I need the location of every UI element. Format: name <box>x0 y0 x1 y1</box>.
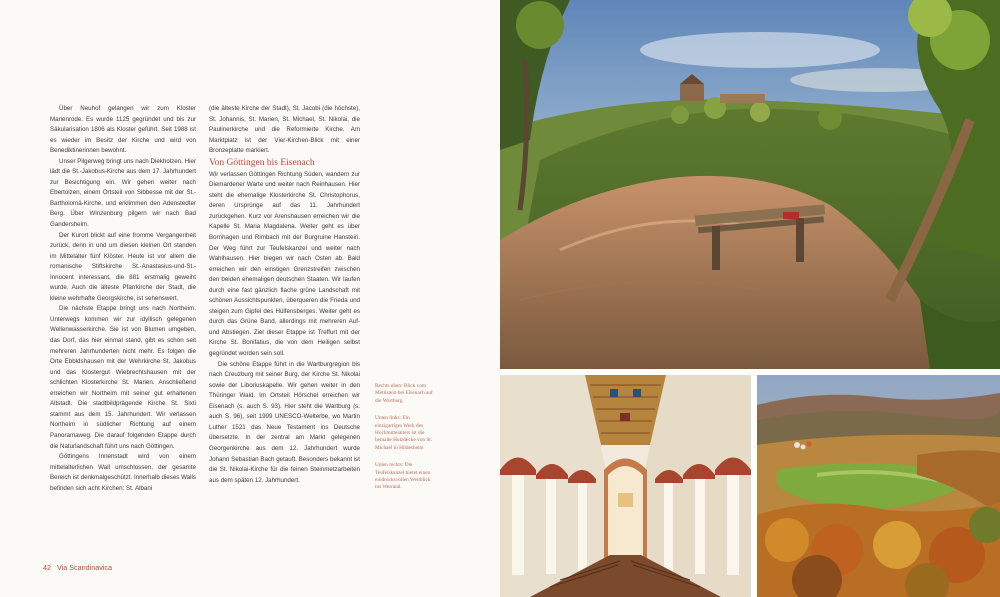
text-column-1 <box>50 104 196 494</box>
book-title: Via Scandinavica <box>57 563 113 572</box>
photo-captions <box>375 383 435 502</box>
paragraph: Über Neuhof gelangen wir zum Kloster Marienrode. Es wurde 1125 gegründet und bis zur Säkularisation 1806 als Kloster geführt. Seit 1988 ist es wieder im Besitz der Kirche und wird von Benediktinerinnen bewohnt. <box>50 105 196 155</box>
page-number: 42 <box>43 563 51 572</box>
paragraph: Die schöne Etappe führt in die Wartburgregion bis nach Creuzburg mit seiner Burg, der Kirche St. Nikolai sowie der Liboriuskapelle. Wir gehen weiter in den Thüringer Wald. Im Ortsteil Hörschel erreichen wir Eisenach (s. auch S. 93). Hier steht die Wartburg (s. auch S. 96), seit 1999 UNESCO-Welterbe, wo Martin Luther 1521 das Neue Testament ins Deutsche übersetzte. In der zentral am Markt gelegenen Georgenkirche aus dem 12. Jahrhundert wurde Johann Sebastian Bach getauft. Besonders bekannt ist die St. Nikolai-Kirche für die feinen Steinmetzarbeiten aus dem späten 12. Jahrhundert. <box>209 360 360 484</box>
photo-werra-valley <box>757 375 1000 597</box>
page-footer <box>43 563 112 572</box>
caption-top-right: Rechts oben: Blick vom Metilstein bei Eisenach auf die Wartburg <box>375 383 433 404</box>
photo-wartburg-bench <box>500 0 1000 369</box>
paragraph: (die älteste Kirche der Stadt), St. Jacobi (die höchste), St. Johannis, St. Marien, St. Michael, St. Nikolai, die Paulinerkirche und die Reformierte Kirche. Am Marktplatz ist der Vier-Kirchen-Blick mit einer Bronzeplatte markiert. <box>209 105 360 155</box>
text-column-2 <box>209 104 360 486</box>
section-heading: Von Göttingen bis Eisenach <box>209 157 315 168</box>
photo-church-interior <box>500 375 751 597</box>
caption-bottom-left: Unten links: Ein einzigartiges Werk des Hochmittelalters ist die bemalte Holzdecke von St. Michael in Hildesheim <box>375 415 433 451</box>
paragraph: Wir verlassen Göttingen Richtung Süden, wandern zur Diemardener Warte und weiter nach Reinhausen. Hier steht die ehemalige Klosterkirche St. Christophorus, deren Ursprünge auf das 11. Jahrhundert zurückgehen. Kurz vor Arenshausen erreichen wir die Kapelle St. Maria Magdalena. Weiter geht es über Bornhagen und Rimbach mit der Burgruine Hanstein. Der Weg führt zur Teufelskanzel und weiter nach Wahlhausen. Hier biegen wir nach Osten ab. Bald erreichen wir den einstigen Grenzstreifen zwischen den beiden ehemaligen deutschen Staaten. Wir laufen durch eine fast gänzlich flache grüne Landschaft mit schönen Aussichtspunkten, überqueren die Frieda und steigen zum Gipfel des Hülfensberges. Weiter geht es durch das Grüne Band, allerdings mit mehreren Auf- und Abstiegen. Ziel dieser Etappe ist Treffurt mit der Kirche St. Bonifatius, die von dem Heiligen selbst gegründet worden sein soll. <box>209 170 360 358</box>
caption-bottom-right: Unten rechts: Die Teufelskanzel bietet einen eindrucksvollen Weitblick ins Werratal. <box>375 462 431 491</box>
paragraph: Göttingens Innenstadt wird von einem mittelalterlichen Wall umschlossen, der gesamte Bereich ist denkmalgeschützt. Innerhalb dieses Walls befinden sich acht Kirchen: St. Albani <box>50 453 196 492</box>
paragraph: Unser Pilgerweg bringt uns nach Diekholzen. Hier lädt die St.-Jakobus-Kirche aus dem 17. Jahrhundert zur Besichtigung ein. Wir gehen weiter nach Ebertolzen, einem Ortsteil von Sibbesse mit der St.-Bartholomä-Kirche, und erklimmen den Adenstedter Berg. Über Winzenburg pilgern wir nach Bad Gandersheim. <box>50 157 196 229</box>
paragraph: Die nächste Etappe bringt uns nach Northeim. Unterwegs kommen wir zur idyllisch gelegenen Wellenwasserkirche. Sie ist von Blumen umgeben, das Dorf, das hier einmal stand, gibt es schon seit mehreren Jahrhunderten nicht mehr. Es folgen die Orte Ebbldshausen mit der Wehrkirche St. Jakobus und das Klostergut Wiebrechtshausen mit der schlichten Klosterkirche St. Marien. Anschließend erreichen wir Northeim mit seiner gut erhaltenen Altstadt. Die stadtbildprägende Kirche St. Sixti stammt aus dem 15. Jahrhundert. Wir verlassen Northeim in südlicher Richtung auf einem Panoramaweg. Die darauf folgenden Etappe durch die Naturlandschaft führt uns nach Göttingen. <box>50 305 196 450</box>
paragraph: Der Kurort blickt auf eine fromme Vergangenheit zurück, denn in und um diesen kleinen Ort standen im Mittelalter fünf Klöster. Heute ist vor allem die romanische Stiftskirche St.-Anastasius-und-St.-Innocent interessant, die 881 erstmalig geweiht wurde. Auch die älteste Pfarrkirche der Stadt, die kleine wehrhafte Georgskirche, ist sehenswert. <box>50 231 196 302</box>
